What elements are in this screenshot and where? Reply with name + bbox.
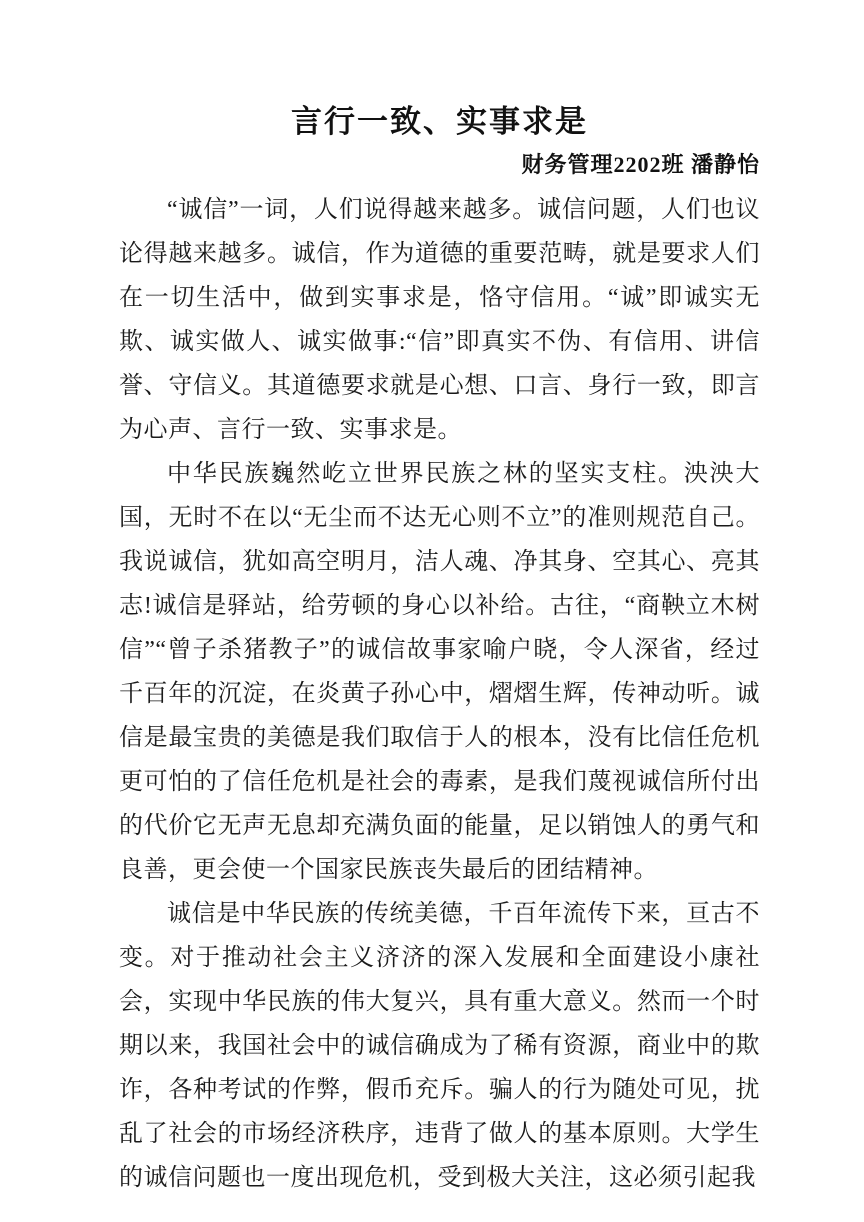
- document-byline: 财务管理2202班 潘静怡: [521, 152, 760, 177]
- document-title: 言行一致、实事求是: [291, 104, 588, 139]
- paragraph-3: 诚信是中华民族的传统美德，千百年流传下来，亘古不变。对于推动社会主义济济的深入发展和全面建设小康社会，实现中华民族的伟大复兴，具有重大意义。然而一个时期以来，我国社会中的诚信确成为了稀有资源，商业中的欺诈，各种考试的作弊，假币充斥。骗人的行为随处可见，扰乱了社会的市场经济秩序，违背了做人的基本原则。大学生的诚信问题也一度出现危机，受到极大关注，这必须引起我: [119, 901, 760, 1191]
- document-body: [119, 188, 760, 1200]
- paragraph-1: “诚信”一词，人们说得越来越多。诚信问题，人们也议论得越来越多。诚信，作为道德的重要范畴，就是要求人们在一切生活中，做到实事求是，恪守信用。“诚”即诚实无欺、诚实做人、诚实做事:“信”即真实不伪、有信用、讲信誉、守信义。其道德要求就是心想、口言、身行一致，即言为心声、言行一致、实事求是。: [119, 197, 760, 443]
- paragraph-2: 中华民族巍然屹立世界民族之林的坚实支柱。泱泱大国，无时不在以“无尘而不达无心则不立”的准则规范自己。我说诚信，犹如高空明月，洁人魂、净其身、空其心、亮其志!诚信是驿站，给劳顿的身心以补给。古往，“商鞅立木树信”“曾子杀猪教子”的诚信故事家喻户晓，令人深省，经过千百年的沉淀，在炎黄子孙心中，熠熠生辉，传神动听。诚信是最宝贵的美德是我们取信于人的根本，没有比信任危机更可怕的了信任危机是社会的毒素，是我们蔑视诚信所付出的代价它无声无息却充满负面的能量，足以销蚀人的勇气和良善，更会使一个国家民族丧失最后的团结精神。: [119, 461, 760, 883]
